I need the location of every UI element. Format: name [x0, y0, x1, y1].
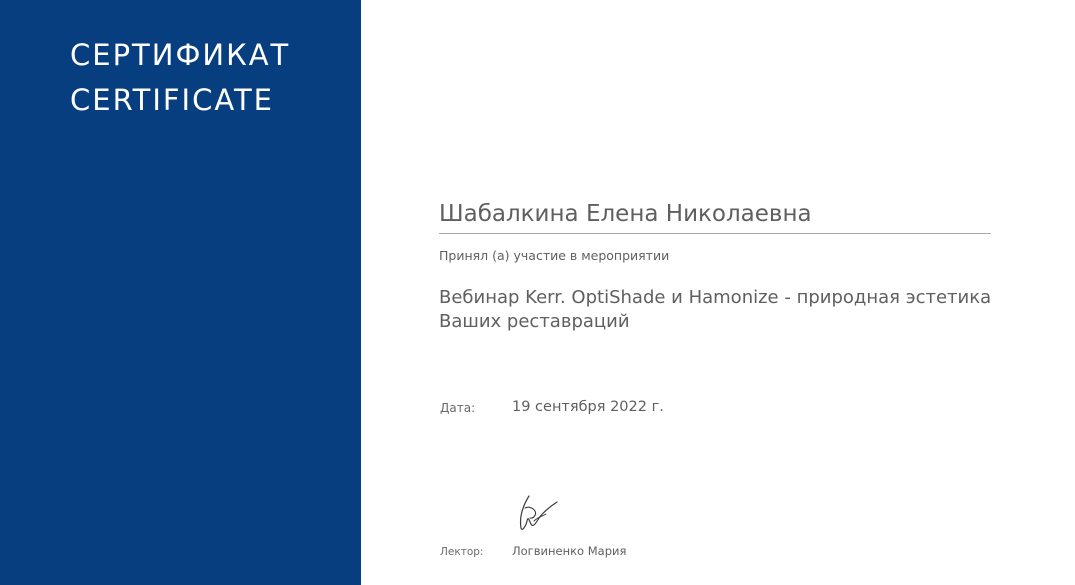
- lecturer-label: Лектор:: [440, 546, 484, 558]
- event-title: Вебинар Kerr. OptiShade и Hamonize - природная эстетика Ваших реставраций: [439, 287, 992, 332]
- blue-side-panel: [0, 0, 361, 585]
- participation-text: Принял (а) участие в мероприятии: [439, 248, 670, 263]
- signature-icon: [515, 494, 561, 534]
- certificate-title-en: CERTIFICATE: [70, 83, 274, 117]
- name-underline: [439, 233, 991, 234]
- lecturer-name: Логвиненко Мария: [512, 544, 627, 558]
- certificate-title-ru: СЕРТИФИКАТ: [70, 38, 291, 72]
- recipient-name: Шабалкина Елена Николаевна: [439, 201, 812, 227]
- date-value: 19 сентября 2022 г.: [512, 399, 664, 415]
- date-label: Дата:: [440, 401, 476, 415]
